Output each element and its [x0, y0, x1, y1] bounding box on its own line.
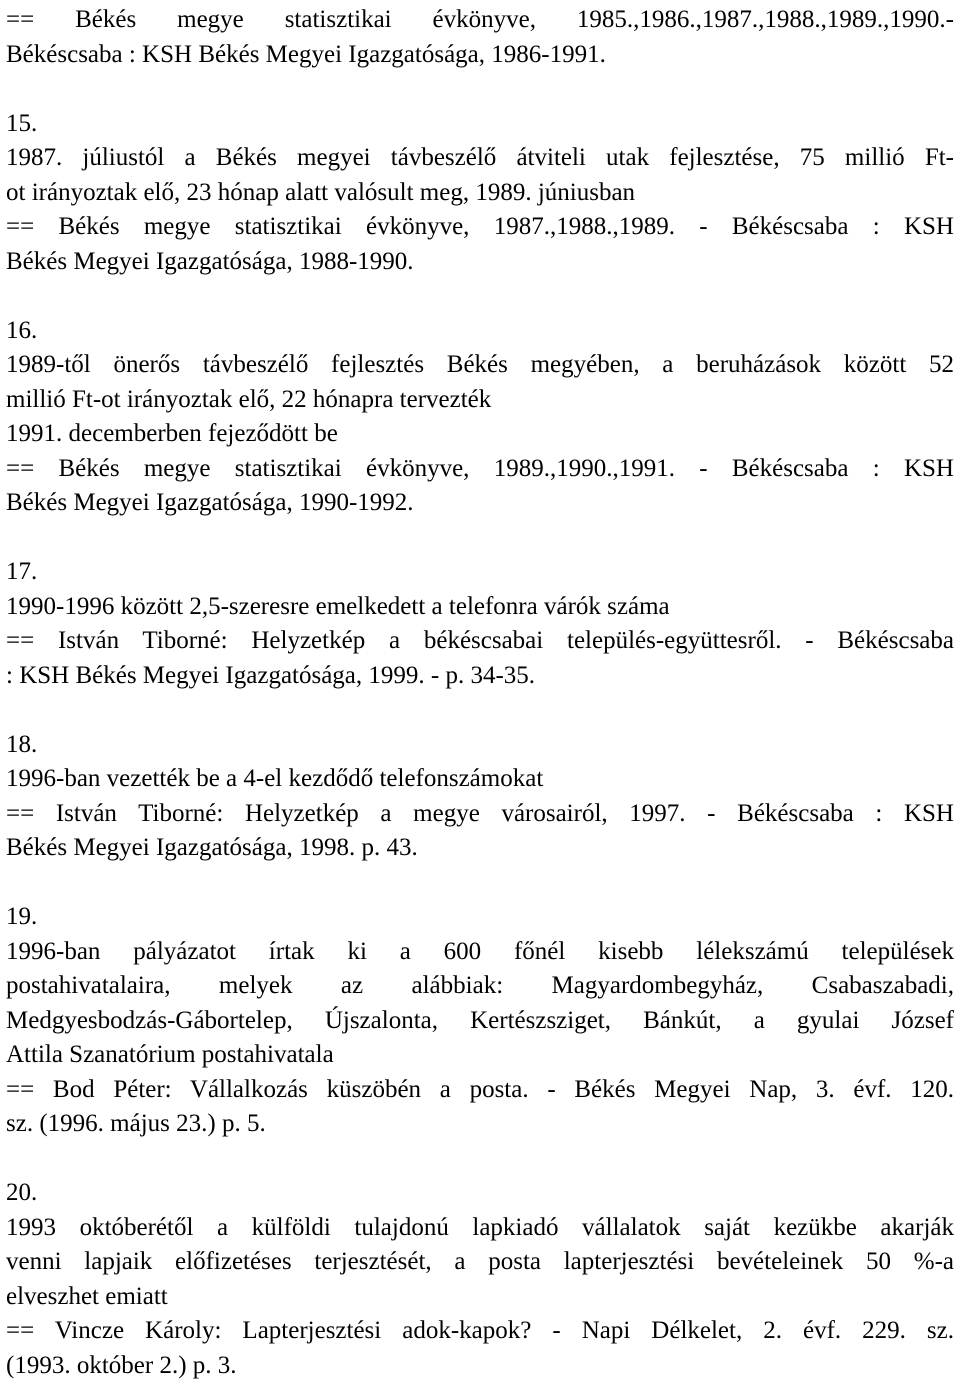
paragraph-gap [6, 866, 954, 901]
paragraph-gap [6, 279, 954, 314]
document-page [6, 3, 954, 1383]
text-line: 1991. decemberben fejeződött be [6, 417, 954, 452]
text-line: sz. (1996. május 23.) p. 5. [6, 1107, 954, 1142]
text-line: millió Ft-ot irányoztak elő, 22 hónapra tervezték [6, 383, 954, 418]
text-line: 1996-ban vezették be a 4-el kezdődő telefonszámokat [6, 762, 954, 797]
text-line: 1993 októberétől a külföldi tulajdonú lapkiadó vállalatok saját kezükbe akarják [6, 1211, 954, 1246]
entry-number: 15. [6, 107, 954, 142]
text-line: 1990-1996 között 2,5-szeresre emelkedett a telefonra várók száma [6, 590, 954, 625]
text-line: venni lapjaik előfizetéses terjesztését, a posta lapterjesztési bevételeinek 50 %-a [6, 1245, 954, 1280]
text-line: 1987. júliustól a Békés megyei távbeszélő átviteli utak fejlesztése, 75 millió Ft- [6, 141, 954, 176]
text-line: Békés Megyei Igazgatósága, 1998. p. 43. [6, 831, 954, 866]
text-line: Medgyesbodzás-Gábortelep, Újszalonta, Kertészsziget, Bánkút, a gyulai József [6, 1004, 954, 1039]
text-line: == Békés megye statisztikai évkönyve, 1989.,1990.,1991. - Békéscsaba : KSH [6, 452, 954, 487]
text-line: == Békés megye statisztikai évkönyve, 1987.,1988.,1989. - Békéscsaba : KSH [6, 210, 954, 245]
entry-number: 19. [6, 900, 954, 935]
text-line: == Békés megye statisztikai évkönyve, 1985.,1986.,1987.,1988.,1989.,1990.- [6, 3, 954, 38]
entry-number: 18. [6, 728, 954, 763]
paragraph-gap [6, 72, 954, 107]
text-line: == István Tiborné: Helyzetkép a megye városairól, 1997. - Békéscsaba : KSH [6, 797, 954, 832]
paragraph-gap [6, 1142, 954, 1177]
entry-number: 16. [6, 314, 954, 349]
text-line: postahivatalaira, melyek az alábbiak: Magyardombegyház, Csabaszabadi, [6, 969, 954, 1004]
text-line: elveszhet emiatt [6, 1280, 954, 1315]
text-line: (1993. október 2.) p. 3. [6, 1349, 954, 1383]
text-line: 1996-ban pályázatot írtak ki a 600 főnél kisebb lélekszámú települések [6, 935, 954, 970]
text-line: Békéscsaba : KSH Békés Megyei Igazgatósága, 1986-1991. [6, 38, 954, 73]
text-line: Attila Szanatórium postahivatala [6, 1038, 954, 1073]
text-line: == István Tiborné: Helyzetkép a békéscsabai település-együttesről. - Békéscsaba [6, 624, 954, 659]
text-line: ot irányoztak elő, 23 hónap alatt valósult meg, 1989. júniusban [6, 176, 954, 211]
text-line: 1989-től önerős távbeszélő fejlesztés Békés megyében, a beruházások között 52 [6, 348, 954, 383]
text-line: == Vincze Károly: Lapterjesztési adok-kapok? - Napi Délkelet, 2. évf. 229. sz. [6, 1314, 954, 1349]
paragraph-gap [6, 521, 954, 556]
text-line: : KSH Békés Megyei Igazgatósága, 1999. - p. 34-35. [6, 659, 954, 694]
entry-number: 17. [6, 555, 954, 590]
entry-number: 20. [6, 1176, 954, 1211]
text-line: == Bod Péter: Vállalkozás küszöbén a posta. - Békés Megyei Nap, 3. évf. 120. [6, 1073, 954, 1108]
paragraph-gap [6, 693, 954, 728]
text-line: Békés Megyei Igazgatósága, 1988-1990. [6, 245, 954, 280]
text-line: Békés Megyei Igazgatósága, 1990-1992. [6, 486, 954, 521]
